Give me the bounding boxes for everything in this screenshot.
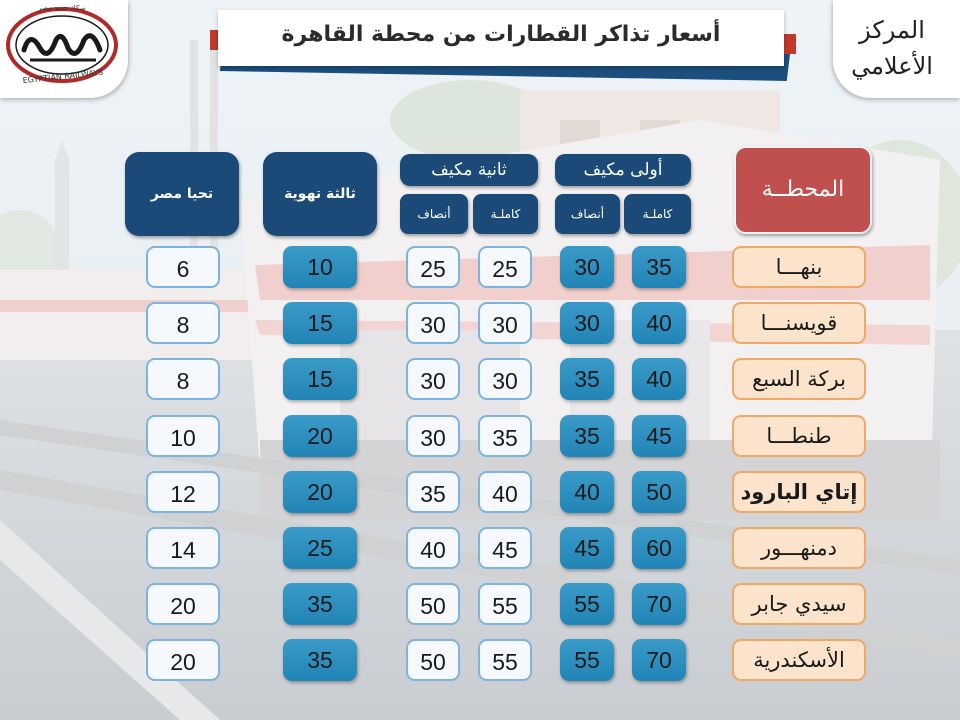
fare-cell-first-half: 45 — [560, 527, 614, 569]
fare-cell-first-half: 55 — [560, 639, 614, 681]
fare-cell-tahya: 8 — [146, 358, 220, 400]
station-name-cell: طنطـــا — [732, 415, 866, 457]
fare-cell-first-full: 35 — [632, 246, 686, 288]
fare-cell-second-full: 55 — [478, 639, 532, 681]
media-center-line1: المركز — [859, 16, 925, 44]
egyptian-railways-logo — [0, 0, 128, 98]
fare-cell-first-full: 70 — [632, 639, 686, 681]
station-name-cell: قويسنـــا — [732, 302, 866, 344]
media-center-label — [836, 12, 948, 84]
fare-cell-second-full: 55 — [478, 583, 532, 625]
fare-cell-second-half: 35 — [406, 471, 460, 513]
fare-cell-tahya: 8 — [146, 302, 220, 344]
station-name-cell: بنهـــا — [732, 246, 866, 288]
fare-cell-first-half: 30 — [560, 246, 614, 288]
fare-cell-third: 35 — [283, 639, 357, 681]
header-station: المحطــة — [734, 146, 872, 234]
fare-cell-second-full: 30 — [478, 358, 532, 400]
fare-cell-first-full: 70 — [632, 583, 686, 625]
fare-cell-second-half: 30 — [406, 415, 460, 457]
fare-cell-first-half: 35 — [560, 415, 614, 457]
fare-cell-tahya: 20 — [146, 583, 220, 625]
fare-cell-third: 20 — [283, 471, 357, 513]
fare-cell-third: 15 — [283, 302, 357, 344]
header-first-ac: أولى مكيف — [555, 154, 691, 186]
header-second-ac: ثانية مكيف — [400, 154, 538, 186]
fare-cell-first-half: 40 — [560, 471, 614, 513]
fare-cell-second-full: 35 — [478, 415, 532, 457]
fare-cell-second-half: 50 — [406, 639, 460, 681]
fare-cell-tahya: 6 — [146, 246, 220, 288]
station-name-cell: دمنهـــور — [732, 527, 866, 569]
fare-cell-second-full: 45 — [478, 527, 532, 569]
fare-cell-second-half: 30 — [406, 302, 460, 344]
fare-cell-second-full: 25 — [478, 246, 532, 288]
page-title: أسعار تذاكر القطارات من محطة القاهرة — [281, 22, 721, 47]
fare-cell-tahya: 10 — [146, 415, 220, 457]
header-second-half: أنصاف — [400, 194, 468, 234]
fare-cell-tahya: 12 — [146, 471, 220, 513]
station-name-cell: إتاي البارود — [732, 471, 866, 513]
fare-cell-first-full: 45 — [632, 415, 686, 457]
fare-cell-first-full: 40 — [632, 302, 686, 344]
header-third: ثالثة تهوية — [263, 152, 377, 236]
fare-cell-second-full: 40 — [478, 471, 532, 513]
fare-cell-second-half: 50 — [406, 583, 460, 625]
fare-cell-third: 15 — [283, 358, 357, 400]
header-first-full: كاملـة — [624, 194, 691, 234]
fare-cell-third: 20 — [283, 415, 357, 457]
header-second-full: كاملـة — [473, 194, 538, 234]
fare-cell-third: 35 — [283, 583, 357, 625]
header-first-half: أنصاف — [555, 194, 620, 234]
banner-ribbon-right — [782, 34, 796, 54]
station-name-cell: الأسكندرية — [732, 639, 866, 681]
fare-cell-first-full: 50 — [632, 471, 686, 513]
fare-cell-third: 25 — [283, 527, 357, 569]
fare-cell-second-half: 30 — [406, 358, 460, 400]
fare-cell-first-full: 60 — [632, 527, 686, 569]
station-name-cell: سيدي جابر — [732, 583, 866, 625]
fare-cell-first-half: 55 — [560, 583, 614, 625]
fare-cell-first-half: 30 — [560, 302, 614, 344]
logo-text-bottom: EGYPTIAN RAILWAYS — [22, 67, 104, 86]
fare-cell-tahya: 14 — [146, 527, 220, 569]
fare-cell-second-full: 30 — [478, 302, 532, 344]
fare-cell-tahya: 20 — [146, 639, 220, 681]
logo-text-top: سكك حديد مصر — [38, 4, 86, 12]
fare-cell-second-half: 25 — [406, 246, 460, 288]
station-name-cell: بركة السبع — [732, 358, 866, 400]
fare-cell-first-half: 35 — [560, 358, 614, 400]
fare-cell-second-half: 40 — [406, 527, 460, 569]
media-center-line2: الأعلامي — [851, 52, 933, 80]
fare-cell-first-full: 40 — [632, 358, 686, 400]
fare-cell-third: 10 — [283, 246, 357, 288]
header-tahya-misr: تحيا مصر — [125, 152, 239, 236]
